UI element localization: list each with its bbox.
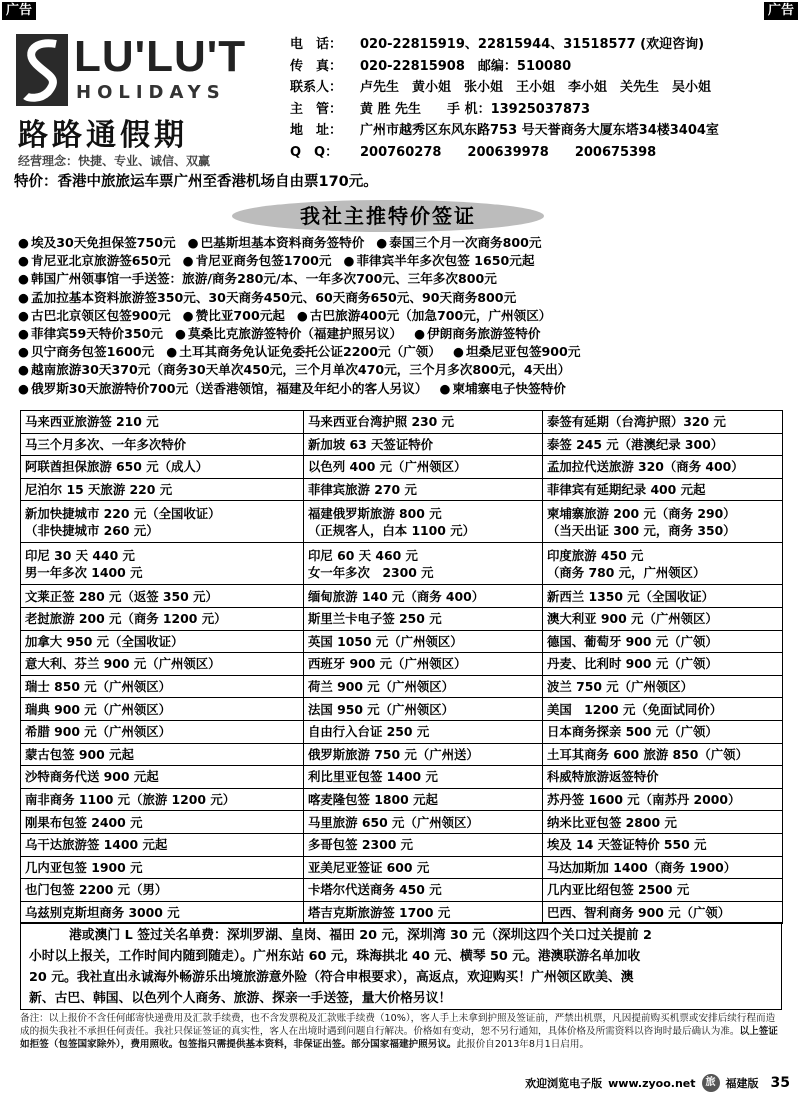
- bullet-item: [453, 344, 580, 359]
- contact-value: 020-22815919、22815944、31518577 (欢迎咨询): [360, 37, 705, 52]
- table-cell: 埃及 14 天签证特价 550 元: [543, 833, 783, 856]
- banner-title: 我社主推特价签证: [232, 200, 544, 232]
- table-cell: 新西兰 1350 元（全国收证）: [543, 585, 783, 608]
- bullet-dot-icon: ●: [18, 235, 29, 250]
- table-cell: 自由行入台证 250 元: [304, 720, 543, 743]
- table-cell-line: （当天出证 300 元，商务 350）: [547, 522, 736, 538]
- table-cell-line: 女一年多次 2300 元: [308, 564, 434, 580]
- bullet-dot-icon: ●: [18, 362, 29, 378]
- logo-motto: 经营理念：快捷、专业、诚信、双赢: [18, 154, 211, 168]
- bullet-text: 埃及30天免担保签750元: [31, 235, 176, 250]
- table-cell-line: 印尼 30 天 440 元: [25, 547, 135, 563]
- bullet-text: 菲律宾59天特价350元: [31, 325, 163, 341]
- table-cell: 也门包签 2200 元（男）: [21, 879, 304, 902]
- table-cell: 亚美尼亚签证 600 元: [304, 856, 543, 879]
- bullet-dot-icon: ●: [166, 344, 178, 360]
- bullet-text: 坦桑尼亚包签900元: [465, 344, 581, 360]
- table-cell: 荷兰 900 元（广州领区）: [304, 675, 543, 698]
- table-cell: 刚果布包签 2400 元: [21, 811, 304, 834]
- company-logo: [16, 30, 278, 170]
- contact-row: [290, 142, 792, 164]
- table-cell: [543, 543, 783, 585]
- table-cell: 塔吉克斯旅游签 1700 元: [304, 901, 543, 924]
- bullet-dot-icon: ●: [343, 253, 355, 269]
- bullet-item: [343, 253, 534, 268]
- hk-macau-note: [20, 922, 782, 1010]
- table-cell: 澳大利亚 900 元（广州领区）: [543, 607, 783, 630]
- contact-row: [290, 56, 792, 78]
- note-line: 20 元。我社直出永诚海外畅游乐出境旅游意外险（符合申根要求），高返点，欢迎购买！广州领区欧美、澳: [29, 970, 634, 985]
- bullet-item: [297, 308, 551, 323]
- table-cell-line: （商务 780 元，广州领区）: [547, 564, 706, 580]
- bullet-text: 土耳其商务免认证免委托公证2200元（广领）: [179, 344, 441, 360]
- bullet-line: [18, 270, 790, 288]
- table-row: [21, 543, 783, 585]
- table-cell: 马里旅游 650 元（广州领区）: [304, 811, 543, 834]
- table-cell-line: （非快捷城市 260 元）: [25, 522, 159, 538]
- contact-label: Q Q：: [290, 144, 339, 160]
- table-cell: 意大利、芬兰 900 元（广州领区）: [21, 653, 304, 676]
- bullet-dot-icon: ●: [18, 325, 29, 341]
- table-cell: 乌干达旅游签 1400 元起: [21, 833, 304, 856]
- bullet-dot-icon: ●: [18, 307, 29, 323]
- contact-row: [290, 34, 792, 56]
- bullet-text: 巴基斯坦基本资料商务签特价: [200, 235, 365, 250]
- contact-label: 传 真：: [290, 58, 343, 74]
- page-number: 35: [770, 1075, 790, 1091]
- bullet-text: 赞比亚700元起: [195, 307, 285, 323]
- table-cell: 蒙古包签 900 元起: [21, 743, 304, 766]
- bullet-item: [18, 326, 163, 341]
- bullet-dot-icon: ●: [18, 380, 29, 396]
- bullet-item: [18, 381, 427, 396]
- table-cell: 加拿大 950 元（全国收证）: [21, 630, 304, 653]
- table-cell: 尼泊尔 15 天旅游 220 元: [21, 478, 304, 501]
- contact-label: 电 话：: [290, 37, 343, 52]
- table-row: [21, 720, 783, 743]
- table-cell: 希腊 900 元（广州领区）: [21, 720, 304, 743]
- table-row: [21, 833, 783, 856]
- table-cell: 丹麦、比利时 900 元（广领）: [543, 653, 783, 676]
- bullet-text: 贝宁商务包签1600元: [31, 344, 155, 360]
- bullet-dot-icon: ●: [18, 271, 29, 287]
- bullet-item: [183, 308, 285, 323]
- bullet-text: 古巴北京领区包签900元: [31, 307, 171, 323]
- bullet-dot-icon: ●: [296, 307, 308, 323]
- bullet-dot-icon: ●: [182, 307, 194, 323]
- table-cell: 卡塔尔代送商务 450 元: [304, 879, 543, 902]
- table-cell: 马来西亚台湾护照 230 元: [304, 411, 543, 434]
- bullet-item: [18, 344, 154, 359]
- table-cell: 瑞典 900 元（广州领区）: [21, 698, 304, 721]
- table-cell: 马来西亚旅游签 210 元: [21, 411, 304, 434]
- bullet-text: 俄罗斯30天旅游特价700元（送香港领馆，福建及年纪小的客人另议）: [31, 380, 428, 396]
- table-cell: 俄罗斯旅游 750 元（广州送）: [304, 743, 543, 766]
- logo-cn-name: 路路通假期: [18, 118, 188, 153]
- table-cell-line: （正规客人，白本 1100 元）: [308, 522, 476, 538]
- table-row: [21, 675, 783, 698]
- contact-value: 黄 胜 先生 手 机：13925037873: [360, 101, 591, 117]
- table-cell: 法国 950 元（广州领区）: [304, 698, 543, 721]
- footer-edition: 福建版: [725, 1077, 759, 1090]
- note-line: 小时以上报关，工作时间内随到随走）。广州东站 60 元，珠海拱北 40 元、横琴 50 元。港澳联游名单加收: [29, 949, 641, 964]
- footer-label: 欢迎浏览电子版: [525, 1077, 603, 1090]
- table-cell: 斯里兰卡电子签 250 元: [304, 607, 543, 630]
- note-line: 新、古巴、韩国、以色列个人商务、旅游、探亲一手送签，量大价格另议！: [29, 991, 452, 1006]
- bullet-dot-icon: ●: [452, 344, 464, 360]
- table-cell-line: 福建俄罗斯旅游 800 元: [308, 505, 442, 521]
- special-offer-line: 特价：香港中旅旅运车票广州至香港机场自由票170元。: [14, 174, 378, 190]
- table-cell: 泰签有延期（台湾护照）320 元: [543, 411, 783, 434]
- table-cell: 乌兹别克斯坦商务 3000 元: [21, 901, 304, 924]
- table-cell: 马三个月多次、一年多次特价: [21, 433, 304, 456]
- bullet-dot-icon: ●: [18, 344, 29, 360]
- contact-value: 020-22815908 邮编：510080: [360, 58, 572, 74]
- table-row: [21, 766, 783, 789]
- table-cell-line: 男一年多次 1400 元: [25, 564, 143, 580]
- remarks-text: 备注：以上报价不含任何邮寄快递费用及汇款手续费，也不含发票税及汇款账手续费（10%），客人手上未拿到护照及签证前，严禁出机票，凡因提前购买机票或安排后续行程而造成的损失我社不承担任何责任。我社只保证签证的真实性，客人在出境时遇到问题自行解决。价格如有变动，恕不另行通知，具体价格及所需资料以咨询时最后确认为准。: [20, 1013, 776, 1037]
- bullet-line: [18, 252, 790, 270]
- bullet-dot-icon: ●: [182, 253, 194, 269]
- bullet-item: [439, 381, 565, 396]
- table-cell: [543, 501, 783, 543]
- ad-tag-left: 广告: [2, 2, 36, 20]
- bullet-text: 柬埔寨电子快签特价: [452, 380, 566, 396]
- table-cell: 波兰 750 元（广州领区）: [543, 675, 783, 698]
- table-cell-line: 新加快捷城市 220 元（全国收证）: [25, 505, 221, 521]
- table-row: [21, 698, 783, 721]
- table-cell: 马达加斯加 1400（商务 1900）: [543, 856, 783, 879]
- bullet-item: [175, 326, 402, 341]
- table-cell: [304, 543, 543, 585]
- bullet-dot-icon: ●: [18, 253, 29, 269]
- footer-badge-icon: 旅: [702, 1074, 720, 1092]
- table-cell: 德国、葡萄牙 900 元（广领）: [543, 630, 783, 653]
- table-cell: 日本商务探亲 500 元（广领）: [543, 720, 783, 743]
- bullet-text: 莫桑比克旅游签特价（福建护照另议）: [187, 325, 403, 341]
- table-cell: 缅甸旅游 140 元（商务 400）: [304, 585, 543, 608]
- bullet-item: [18, 253, 171, 268]
- bullet-item: [414, 326, 540, 341]
- remarks-bold: 以上签证如拒签（包签国家除外），费用照收。包签指只需提供基本资料，非保证出签。部分国家福建护照另议。: [20, 1026, 778, 1050]
- table-cell: 以色列 400 元（广州领区）: [304, 456, 543, 479]
- table-cell-line: 印尼 60 天 460 元: [308, 547, 418, 563]
- table-cell: 文莱正签 280 元（返签 350 元）: [21, 585, 304, 608]
- table-row: [21, 901, 783, 924]
- bullet-text: 泰国三个月一次商务800元: [389, 235, 542, 250]
- table-cell: 西班牙 900 元（广州领区）: [304, 653, 543, 676]
- table-row: [21, 456, 783, 479]
- contact-value: 卢先生 黄小姐 张小姐 王小姐 李小姐 关先生 吴小姐: [360, 80, 712, 95]
- bullet-text: 菲律宾半年多次包签 1650元起: [356, 253, 535, 269]
- note-line: 港或澳门 L 签过关名单费：深圳罗湖、皇岗、福田 20 元，深圳湾 30 元（深圳这四个关口过关提前 2: [69, 928, 652, 943]
- bullet-item: [18, 290, 516, 305]
- table-row: [21, 653, 783, 676]
- logo-mark-icon: [16, 34, 68, 106]
- table-cell: [21, 501, 304, 543]
- bullet-item: [188, 235, 365, 250]
- table-cell: 阿联酋担保旅游 650 元（成人）: [21, 456, 304, 479]
- contact-label: 地 址：: [290, 123, 343, 138]
- table-row: [21, 879, 783, 902]
- table-cell: 苏丹签 1600 元（南苏丹 2000）: [543, 788, 783, 811]
- table-cell-line: 柬埔寨旅游 200 元（商务 290）: [547, 505, 736, 521]
- logo-sub: HOLIDAYS: [76, 82, 226, 103]
- bullet-line: [18, 234, 790, 252]
- table-cell: 瑞士 850 元（广州领区）: [21, 675, 304, 698]
- bullet-line: [18, 361, 790, 379]
- table-row: [21, 630, 783, 653]
- table-cell: 沙特商务代送 900 元起: [21, 766, 304, 789]
- contact-label: 主 管：: [290, 101, 343, 117]
- bullet-text: 越南旅游30天370元（商务30天单次450元，三个月单次470元，三个月多次800元，4天出）: [31, 362, 571, 378]
- contact-row: [290, 99, 792, 121]
- visa-price-table: [20, 410, 783, 924]
- bullet-dot-icon: ●: [174, 325, 186, 341]
- remarks: [20, 1012, 782, 1051]
- table-cell: 南非商务 1100 元（旅游 1200 元）: [21, 788, 304, 811]
- bullet-dot-icon: ●: [414, 325, 426, 341]
- table-cell: 几内亚包签 1900 元: [21, 856, 304, 879]
- contact-value: 200760278 200639978 200675398: [360, 144, 657, 160]
- bullet-item: [166, 344, 441, 359]
- table-cell: 利比里亚包签 1400 元: [304, 766, 543, 789]
- remarks-tail: 此报价自2013年8月1日启用。: [456, 1039, 590, 1050]
- footer: [525, 1072, 790, 1094]
- contact-label: 联系人：: [290, 80, 343, 95]
- table-cell: 科威特旅游返签特价: [543, 766, 783, 789]
- table-cell: 孟加拉代送旅游 320（商务 400）: [543, 456, 783, 479]
- contact-row: [290, 120, 792, 142]
- table-row: [21, 411, 783, 434]
- table-row: [21, 788, 783, 811]
- table-cell: [21, 543, 304, 585]
- bullet-dot-icon: ●: [18, 289, 29, 305]
- contact-info: [290, 34, 792, 163]
- bullet-line: [18, 325, 790, 343]
- table-cell: 新加坡 63 天签证特价: [304, 433, 543, 456]
- bullet-text: 古巴旅游400元（加急700元，广州领区）: [309, 307, 552, 323]
- table-cell: 泰签 245 元（港澳纪录 300）: [543, 433, 783, 456]
- bullet-text: 肯尼亚北京旅游签650元: [31, 253, 171, 269]
- table-cell: 菲律宾旅游 270 元: [304, 478, 543, 501]
- contact-row: [290, 77, 792, 99]
- table-cell: 喀麦隆包签 1800 元起: [304, 788, 543, 811]
- bullet-item: [183, 253, 332, 268]
- table-row: [21, 433, 783, 456]
- table-cell: 纳米比亚包签 2800 元: [543, 811, 783, 834]
- table-cell: 老挝旅游 200 元（商务 1200 元）: [21, 607, 304, 630]
- bullet-item: [376, 235, 541, 250]
- bullet-text: 伊朗商务旅游签特价: [427, 325, 541, 341]
- bullet-text: 孟加拉基本资料旅游签350元、30天商务450元、60天商务650元、90天商务800元: [31, 289, 517, 305]
- table-row: [21, 607, 783, 630]
- bullet-item: [18, 235, 176, 250]
- bullet-line: [18, 343, 790, 361]
- table-cell: 多哥包签 2300 元: [304, 833, 543, 856]
- table-row: [21, 585, 783, 608]
- bullet-item: [18, 271, 497, 286]
- footer-site-link[interactable]: www.zyoo.net: [608, 1076, 696, 1090]
- bullet-text: 肯尼亚商务包签1700元: [195, 253, 332, 269]
- bullet-item: [18, 308, 171, 323]
- bullet-text: 韩国广州领事馆一手送签：旅游/商务280元/本、一年多次700元、三年多次800元: [31, 271, 497, 287]
- table-cell: 菲律宾有延期纪录 400 元起: [543, 478, 783, 501]
- ad-tag-right: 广告: [764, 2, 798, 20]
- bullet-line: [18, 307, 790, 325]
- table-row: [21, 811, 783, 834]
- table-cell: 英国 1050 元（广州领区）: [304, 630, 543, 653]
- bullet-line: [18, 380, 790, 398]
- table-row: [21, 743, 783, 766]
- table-cell: 巴西、智利商务 900 元（广领）: [543, 901, 783, 924]
- contact-value: 广州市越秀区东风东路753 号天誉商务大厦东塔34楼3404室: [360, 123, 719, 138]
- table-cell: 几内亚比绍包签 2500 元: [543, 879, 783, 902]
- table-cell: 土耳其商务 600 旅游 850（广领）: [543, 743, 783, 766]
- bullet-dot-icon: ●: [376, 235, 388, 250]
- logo-brand: LU'LU'T: [74, 32, 247, 81]
- featured-visa-list: [18, 234, 790, 398]
- header: [8, 22, 792, 172]
- bullet-line: [18, 289, 790, 307]
- table-cell-line: 印度旅游 450 元: [547, 547, 644, 563]
- bullet-item: [18, 362, 570, 377]
- bullet-dot-icon: ●: [439, 380, 451, 396]
- table-row: [21, 478, 783, 501]
- table-row: [21, 856, 783, 879]
- table-cell: [304, 501, 543, 543]
- bullet-dot-icon: ●: [187, 235, 199, 250]
- table-cell: 美国 1200 元（免面试同价）: [543, 698, 783, 721]
- table-row: [21, 501, 783, 543]
